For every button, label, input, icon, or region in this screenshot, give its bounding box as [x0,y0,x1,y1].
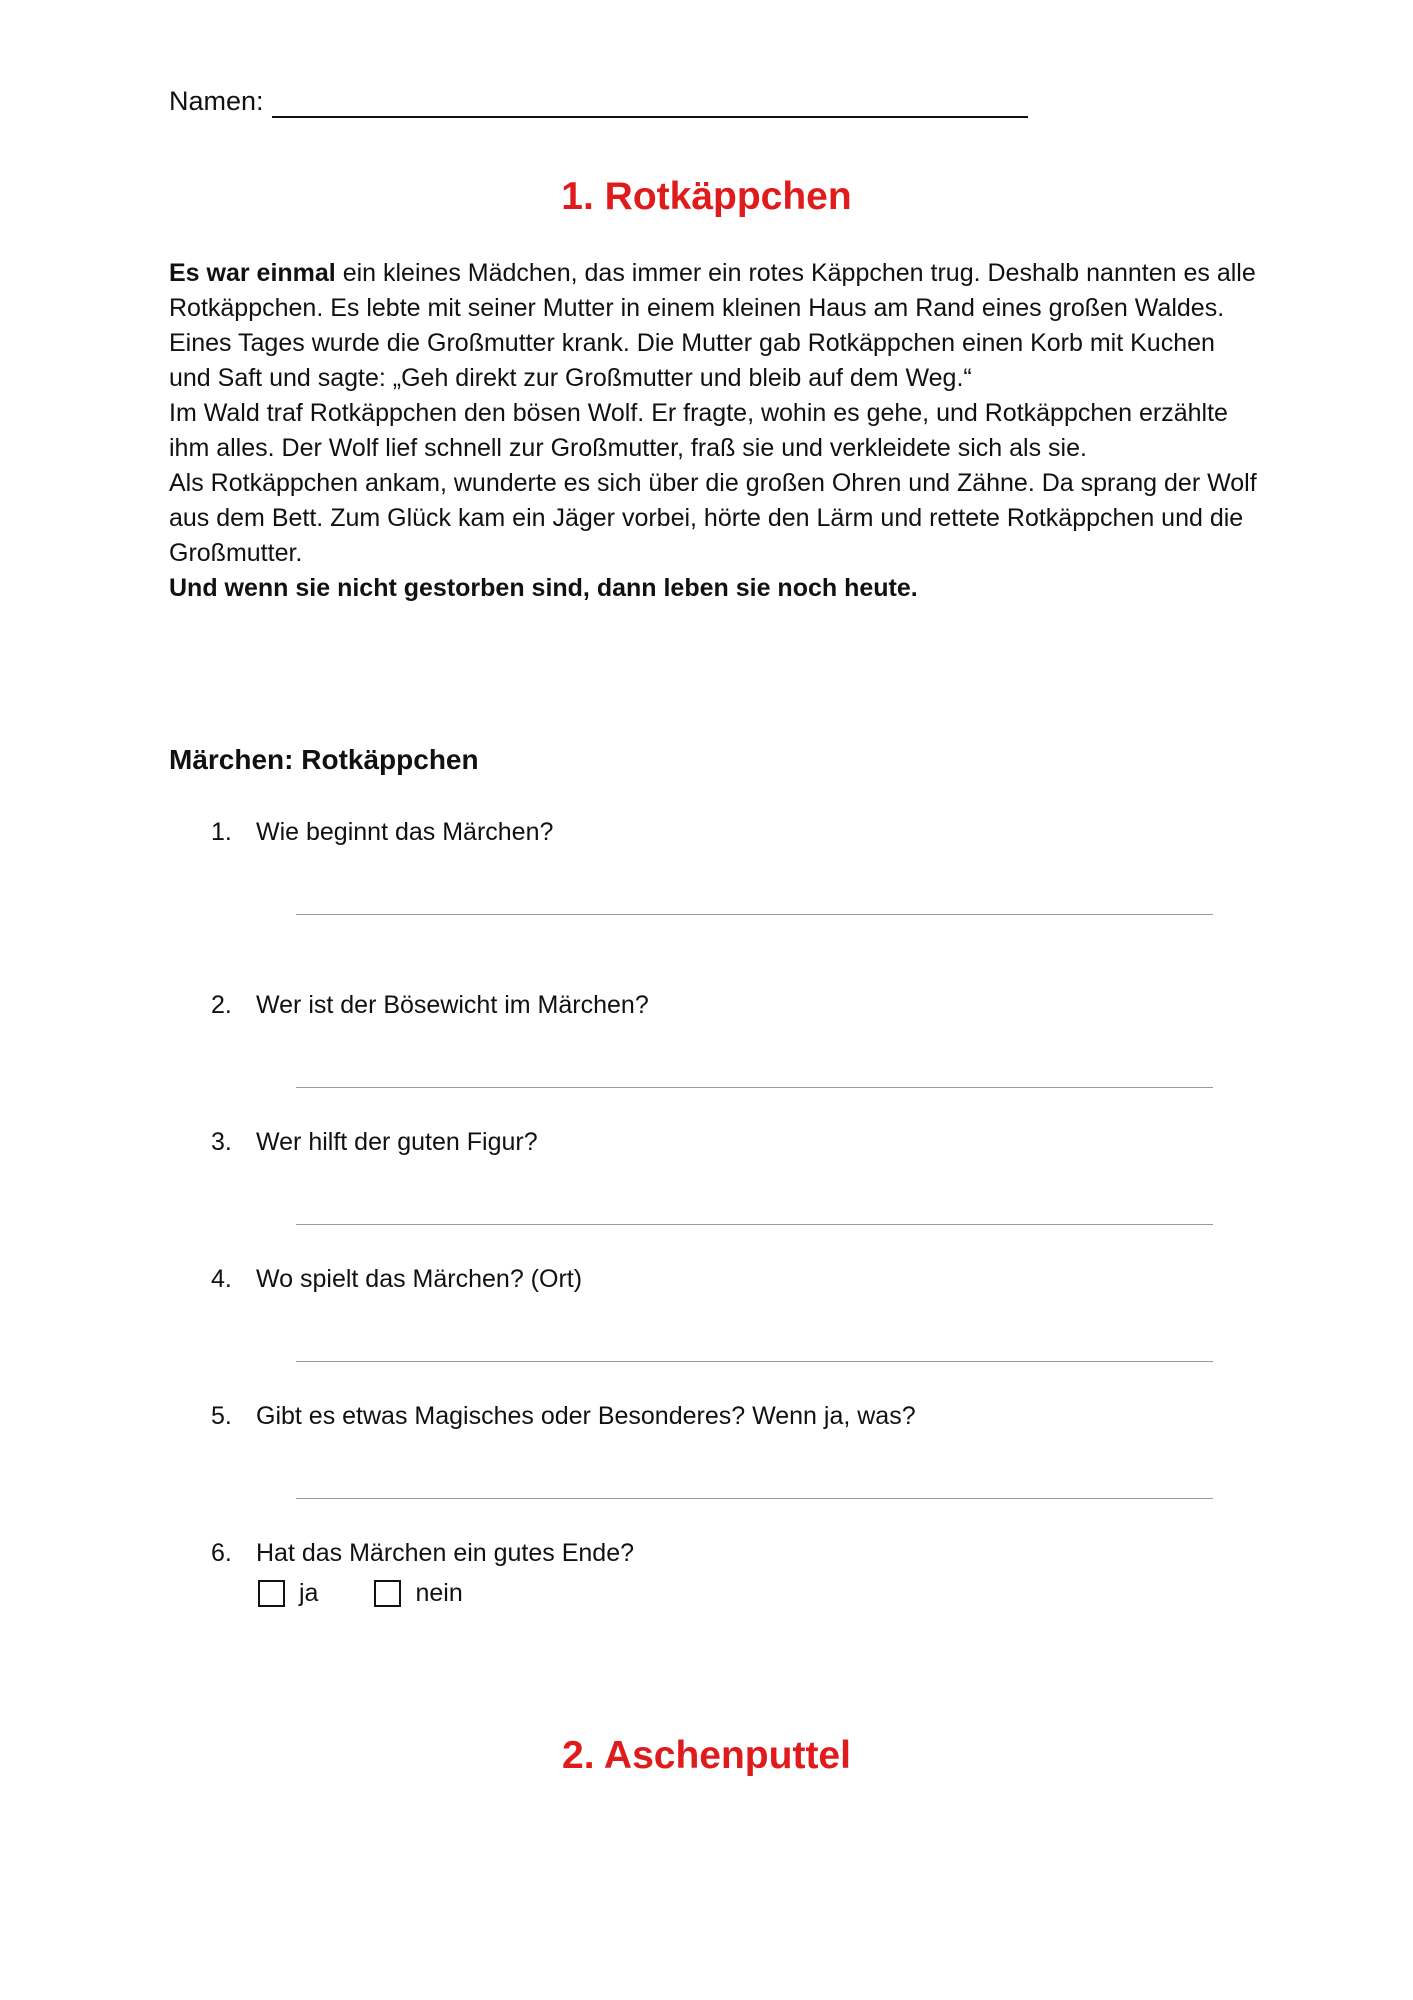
name-input-line[interactable] [272,90,1028,118]
checkbox-yes[interactable] [258,1580,285,1607]
question-number: 3. [211,1128,232,1156]
question-text: Wer hilft der guten Figur? [256,1128,538,1156]
answer-line-3[interactable] [296,1224,1213,1225]
question-text: Gibt es etwas Magisches oder Besonderes? Wenn ja, was? [256,1402,916,1430]
section-title-aschenputtel: 2. Aschenputtel [562,1734,851,1777]
choice-yes-label: ja [299,1579,319,1607]
question-number: 1. [211,818,232,846]
ending-choices [258,1576,463,1610]
choice-no[interactable] [374,1576,462,1610]
checkbox-no[interactable] [374,1580,401,1607]
choice-yes[interactable] [258,1576,318,1610]
question-number: 5. [211,1402,232,1430]
answer-line-5[interactable] [296,1498,1213,1499]
story-paragraph-2: Eines Tages wurde die Großmutter krank. Die Mutter gab Rotkäppchen einen Korb mit Kuchen und Saft und sagte: „Geh direkt zur Großmutter und bleib auf dem Weg.“ [169,329,1215,392]
story-intro-bold: Es war einmal [169,259,336,287]
questions-heading: Märchen: Rotkäppchen [169,744,479,775]
story-paragraph-3: Im Wald traf Rotkäppchen den bösen Wolf. Er fragte, wohin es gehe, und Rotkäppchen erzählte ihm alles. Der Wolf lief schnell zur Großmutter, fraß sie und verkleidete sich als sie. [169,399,1228,462]
story-paragraph-1 [169,256,1259,326]
answer-line-4[interactable] [296,1361,1213,1362]
question-text: Wer ist der Bösewicht im Märchen? [256,991,649,1019]
question-number: 4. [211,1265,232,1293]
question-number: 6. [211,1539,232,1567]
story-text [169,256,1259,606]
story-ending-bold: Und wenn sie nicht gestorben sind, dann leben sie noch heute. [169,574,918,602]
answer-line-2[interactable] [296,1087,1213,1088]
question-number: 2. [211,991,232,1019]
question-text: Wo spielt das Märchen? (Ort) [256,1265,583,1293]
choice-no-label: nein [415,1579,463,1607]
section-title-rotkaeppchen: 1. Rotkäppchen [561,175,852,218]
name-row [169,84,1028,118]
answer-line-1[interactable] [296,914,1213,915]
name-label: Namen: [169,86,264,116]
question-text: Wie beginnt das Märchen? [256,818,554,846]
question-text: Hat das Märchen ein gutes Ende? [256,1539,635,1567]
story-paragraph-1-text: ein kleines Mädchen, das immer ein rotes Käppchen trug. Deshalb nannten es alle Rotkäppchen. Es lebte mit seiner Mutter in einem kleinen Haus am Rand eines großen Waldes. [169,259,1256,322]
story-ending [169,571,1259,606]
story-paragraph-4: Als Rotkäppchen ankam, wunderte es sich über die großen Ohren und Zähne. Da sprang der Wolf aus dem Bett. Zum Glück kam ein Jäger vorbei, hörte den Lärm und rettete Rotkäppchen und die Großmutter. [169,469,1257,567]
